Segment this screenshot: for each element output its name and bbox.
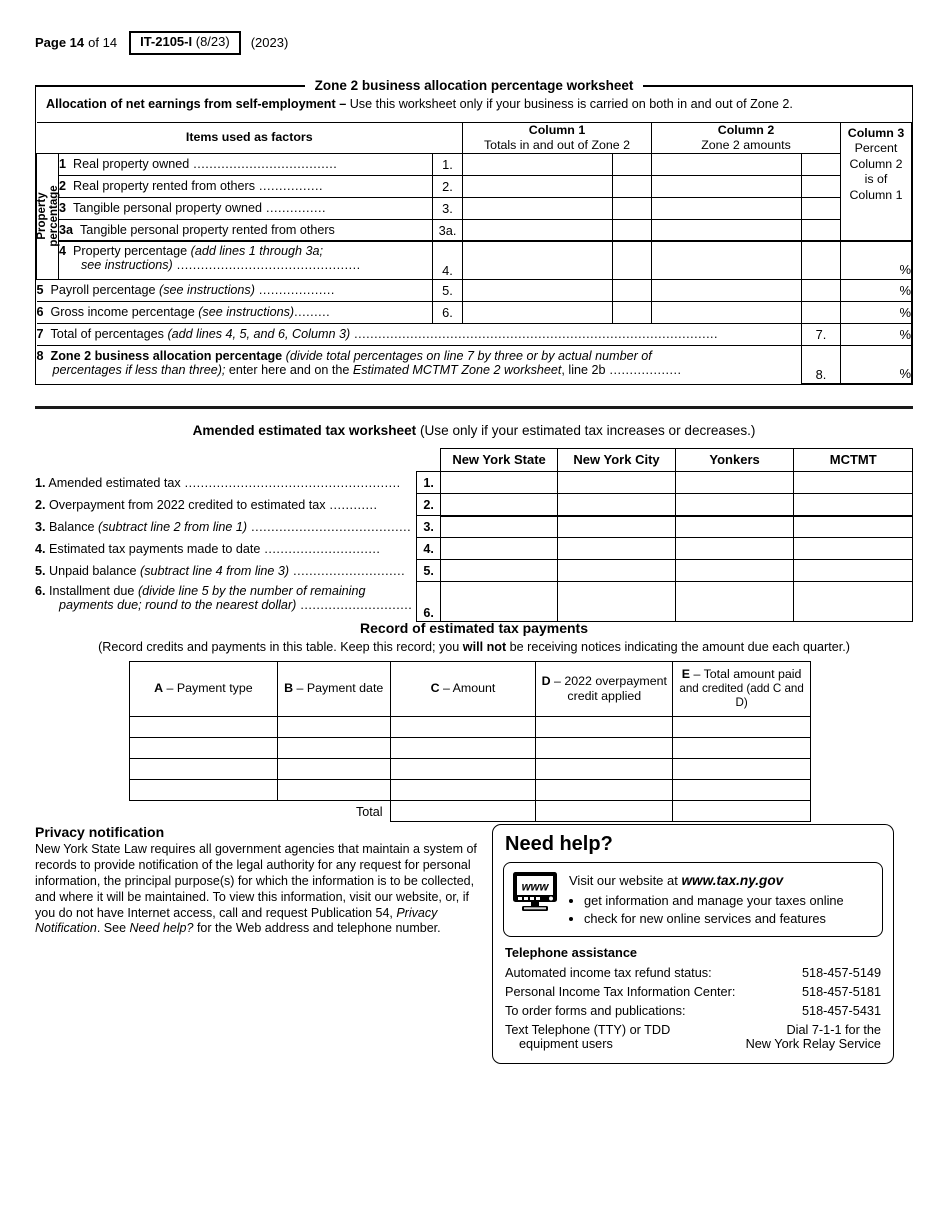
record-r4-total[interactable] (673, 780, 811, 801)
zone2-intro-bold: Allocation of net earnings from self-employment – (46, 97, 347, 111)
zone2-row-4-number: 4. (433, 241, 463, 279)
tel-value-refund-status: 518-457-5149 (801, 966, 881, 981)
amended-row-6-nyc[interactable] (558, 582, 675, 622)
zone2-col3-header: Column 3 Percent Column 2 is of Column 1 (841, 122, 912, 241)
zone2-row-7-label: 7 Total of percentages (add lines 4, 5, and 6, Column 3) ........................................................................................... (37, 323, 802, 345)
tel-value-order-forms: 518-457-5431 (801, 1004, 881, 1019)
tel-label-info-center: Personal Income Tax Information Center: (505, 985, 736, 1000)
table-row (130, 759, 811, 780)
amended-worksheet-title: Amended estimated tax worksheet (Use only if your estimated tax increases or decreases.) (192, 423, 756, 438)
zone2-row-4-label: 4 Property percentage (add lines 1 through 3a; see instructions) .............................................. (59, 241, 433, 279)
zone2-row-4-col2-dollars[interactable] (652, 241, 802, 279)
record-total-label: Total (356, 804, 383, 819)
record-r4-type[interactable] (130, 780, 278, 801)
amended-row-6-yonkers[interactable] (675, 582, 794, 622)
amended-row-2-number: 2. (417, 494, 440, 516)
telephone-assistance (503, 945, 883, 1054)
list-item: • get information and manage your taxes online (584, 892, 844, 910)
table-row (130, 717, 811, 738)
telephone-heading: Telephone assistance (505, 945, 638, 961)
privacy-notification (35, 824, 487, 937)
amended-row-6-mctmt[interactable] (794, 582, 913, 622)
zone2-row-4-col1-dollars[interactable] (463, 241, 613, 279)
record-col-header-c: C – Amount (390, 662, 536, 717)
form-number-box (129, 31, 241, 55)
zone2-row-4-col1-cents[interactable] (613, 241, 652, 279)
amended-row-1-yonkers[interactable] (675, 472, 794, 494)
amended-row-4-number: 4. (417, 538, 440, 560)
amended-row-2-label: 2. Overpayment from 2022 credited to estimated tax ............ (35, 497, 378, 512)
amended-row-1-number: 1. (417, 472, 440, 494)
tel-label-refund-status: Automated income tax refund status: (505, 966, 712, 981)
zone2-row-8-col3-percent[interactable]: % (841, 345, 912, 383)
record-r1-type[interactable] (130, 717, 278, 738)
privacy-body: New York State Law requires all government agencies that maintain a system of records to provide notification of the legal authority for any request for personal information, the principal purpose(s) for which the information is to be collected, and where it will be maintained. To view this information, visit our website, or, if you do not have Internet access, call and request Publication 54, Privacy Notification. See Need help? for the Web address and telephone number. (35, 842, 477, 936)
amended-row-3-number: 3. (417, 516, 440, 538)
zone2-header-row (37, 122, 912, 153)
tax-year: (2023) (250, 35, 289, 51)
zone2-row-7-col3-percent[interactable]: % (841, 323, 912, 345)
amended-row-4-label: 4. Estimated tax payments made to date ............................. (35, 541, 381, 556)
amended-header-numspacer (417, 449, 440, 472)
list-item (505, 983, 881, 1002)
page-number-label: Page 14 (35, 35, 85, 51)
amended-row-6 (35, 582, 913, 622)
svg-text:www: www (521, 881, 549, 894)
record-payments-table (129, 661, 811, 822)
zone2-row-3-col2-cents[interactable] (802, 197, 841, 219)
zone2-row-5-label: 5 Payroll percentage (see instructions) ................... (37, 279, 433, 301)
www-monitor-icon (512, 870, 558, 916)
amended-worksheet (35, 448, 913, 622)
zone2-row-6-col2-dollars[interactable] (652, 301, 802, 323)
tel-label-tty-cont: equipment users (519, 1037, 613, 1052)
amended-header-row (35, 449, 913, 472)
zone2-row-6-number: 6. (433, 301, 463, 323)
zone2-factors-header: Items used as factors (37, 122, 463, 153)
amended-row-3-nys[interactable] (440, 516, 558, 538)
tel-value-tty-cont: New York Relay Service (745, 1037, 881, 1052)
amended-row-2-nys[interactable] (440, 494, 558, 516)
zone2-row-3 (37, 197, 912, 219)
zone2-row-5-col2-dollars[interactable] (652, 279, 802, 301)
amended-row-3-nyc[interactable] (558, 516, 675, 538)
tel-value-tty: Dial 7-1-1 for the (786, 1023, 881, 1038)
amended-col-header-yonkers: Yonkers (675, 449, 794, 472)
record-r3-date[interactable] (277, 759, 390, 780)
zone2-row-1 (37, 153, 912, 175)
record-r4-credit[interactable] (536, 780, 673, 801)
zone2-row-5-col3-percent[interactable]: % (841, 279, 912, 301)
record-total-amount[interactable] (390, 801, 536, 822)
zone2-row-3a-label: 3a Tangible personal property rented from others (59, 219, 433, 241)
zone2-row-3-number: 3. (433, 197, 463, 219)
amended-col-header-mctmt: MCTMT (794, 449, 913, 472)
page-header (35, 31, 288, 55)
zone2-row-1-number: 1. (433, 153, 463, 175)
record-r4-amount[interactable] (390, 780, 536, 801)
amended-row-2-mctmt[interactable] (794, 494, 913, 516)
form-number: IT-2105-I (140, 34, 193, 49)
amended-row-1-nyc[interactable] (558, 472, 675, 494)
form-revision: (8/23) (195, 34, 230, 49)
zone2-row-2-label: 2 Real property rented from others ................ (59, 175, 433, 197)
record-col-header-a: A – Payment type (130, 662, 278, 717)
zone2-row-1-col1-dollars[interactable] (463, 153, 613, 175)
amended-row-6-label: 6. Installment due (divide line 5 by the number of remaining payments due; round to the nearest dollar) ............................ (35, 583, 413, 612)
zone2-row-3a (37, 219, 912, 241)
website-panel (503, 862, 883, 937)
amended-row-5-nys[interactable] (440, 560, 558, 582)
zone2-row-3-col1-cents[interactable] (613, 197, 652, 219)
tel-label-tty: Text Telephone (TTY) or TDD (505, 1023, 671, 1038)
zone2-row-6-col1-cents[interactable] (613, 301, 652, 323)
record-total-credit[interactable] (536, 801, 673, 822)
amended-row-4-yonkers[interactable] (675, 538, 794, 560)
zone2-row-8-number: 8. (802, 345, 841, 383)
zone2-row-1-col2-dollars[interactable] (652, 153, 802, 175)
list-item (505, 1021, 881, 1037)
zone2-row-1-col1-cents[interactable] (613, 153, 652, 175)
record-r3-credit[interactable] (536, 759, 673, 780)
list-item (505, 1037, 881, 1054)
amended-row-3-label: 3. Balance (subtract line 2 from line 1) ........................................ (35, 519, 412, 534)
list-item: • check for new online services and features (584, 910, 844, 928)
zone2-row-2-number: 2. (433, 175, 463, 197)
privacy-heading: Privacy notification (35, 824, 165, 840)
record-r2-date[interactable] (277, 738, 390, 759)
zone2-row-6-col1-dollars[interactable] (463, 301, 613, 323)
zone2-row-5-col1-dollars[interactable] (463, 279, 613, 301)
zone2-row-5 (37, 279, 912, 301)
section-divider-top (35, 406, 913, 409)
record-col-header-b: B – Payment date (277, 662, 390, 717)
zone2-row-6 (37, 301, 912, 323)
record-r2-amount[interactable] (390, 738, 536, 759)
amended-header-spacer (35, 449, 417, 472)
zone2-row-3a-number: 3a. (433, 219, 463, 241)
tel-value-info-center: 518-457-5181 (801, 985, 881, 1000)
table-row (130, 780, 811, 801)
amended-row-5-label: 5. Unpaid balance (subtract line 4 from line 3) ............................ (35, 563, 406, 578)
amended-row-4-mctmt[interactable] (794, 538, 913, 560)
record-r1-credit[interactable] (536, 717, 673, 738)
zone2-row-8-label: 8 Zone 2 business allocation percentage (divide total percentages on line 7 by three or by actual number of percentages if less than three); enter here and on the Estimated MCTMT Zone 2 worksheet, line 2b .................. (37, 345, 802, 383)
amended-table (35, 448, 913, 622)
table-row (130, 738, 811, 759)
amended-row-3-mctmt[interactable] (794, 516, 913, 538)
zone2-row-3-col2-dollars[interactable] (652, 197, 802, 219)
zone2-row-6-label: 6 Gross income percentage (see instructions)......... (37, 301, 433, 323)
telephone-table (505, 964, 881, 1054)
list-item (505, 964, 881, 983)
amended-row-3 (35, 516, 913, 538)
zone2-row-4 (37, 241, 912, 279)
amended-row-4-nys[interactable] (440, 538, 558, 560)
page-total-label: of 14 (88, 35, 118, 51)
record-r2-total[interactable] (673, 738, 811, 759)
zone2-row-2-col1-cents[interactable] (613, 175, 652, 197)
zone2-row-6-col2-cents[interactable] (802, 301, 841, 323)
zone2-row-8 (37, 345, 912, 383)
zone2-intro (36, 87, 912, 122)
amended-row-1-mctmt[interactable] (794, 472, 913, 494)
record-r1-date[interactable] (277, 717, 390, 738)
zone2-row-3-col1-dollars[interactable] (463, 197, 613, 219)
record-col-header-e: E – Total amount paid and credited (add C and D) (673, 662, 811, 717)
zone2-row-1-col2-cents[interactable] (802, 153, 841, 175)
amended-row-2-nyc[interactable] (558, 494, 675, 516)
zone2-col2-header: Column 2 Zone 2 amounts (652, 122, 841, 153)
zone2-worksheet (35, 86, 913, 385)
zone2-row-2-col1-dollars[interactable] (463, 175, 613, 197)
amended-row-1 (35, 472, 913, 494)
amended-col-header-nyc: New York City (558, 449, 675, 472)
amended-row-6-nys[interactable] (440, 582, 558, 622)
record-payments-subtitle: (Record credits and payments in this table. Keep this record; you will not be receiving notices indicating the amount due each quarter.) (98, 640, 850, 654)
amended-row-1-label: 1. Amended estimated tax ...................................................... (35, 475, 401, 490)
amended-row-3-yonkers[interactable] (675, 516, 794, 538)
zone2-row-7-number: 7. (802, 323, 841, 345)
website-url[interactable]: www.tax.ny.gov (681, 873, 784, 888)
record-col-header-d: D – 2022 overpayment credit applied (536, 662, 673, 717)
need-help-box (492, 824, 894, 1064)
record-header-row (130, 662, 811, 717)
amended-row-5-number: 5. (417, 560, 440, 582)
amended-row-4 (35, 538, 913, 560)
amended-row-5-nyc[interactable] (558, 560, 675, 582)
zone2-row-4-col2-cents[interactable] (802, 241, 841, 279)
zone2-row-7 (37, 323, 912, 345)
visit-line: Visit our website at www.tax.ny.gov (569, 873, 784, 888)
record-r1-amount[interactable] (390, 717, 536, 738)
tel-label-order-forms: To order forms and publications: (505, 1004, 686, 1019)
amended-row-2 (35, 494, 913, 516)
zone2-table (36, 122, 912, 384)
amended-row-6-number: 6. (417, 582, 440, 622)
amended-row-4-nyc[interactable] (558, 538, 675, 560)
record-r2-credit[interactable] (536, 738, 673, 759)
record-r4-date[interactable] (277, 780, 390, 801)
record-payments-table-wrap (129, 661, 811, 822)
zone2-row-2-col2-cents[interactable] (802, 175, 841, 197)
amended-row-5-mctmt[interactable] (794, 560, 913, 582)
amended-row-5-yonkers[interactable] (675, 560, 794, 582)
amended-row-2-yonkers[interactable] (675, 494, 794, 516)
website-text (569, 870, 844, 928)
record-payments-title: Record of estimated tax payments (360, 620, 588, 636)
record-r2-type[interactable] (130, 738, 278, 759)
zone2-row-3a-col1-cents[interactable] (613, 219, 652, 241)
amended-col-header-nys: New York State (440, 449, 558, 472)
need-help-heading: Need help? (505, 833, 613, 855)
zone2-row-3a-col2-dollars[interactable] (652, 219, 802, 241)
record-r3-total[interactable] (673, 759, 811, 780)
zone2-row-6-col3-percent[interactable]: % (841, 301, 912, 323)
zone2-intro-rest: Use this worksheet only if your business is carried on both in and out of Zone 2. (346, 97, 793, 111)
zone2-row-3-label: 3 Tangible personal property owned ............... (59, 197, 433, 219)
record-r1-total[interactable] (673, 717, 811, 738)
zone2-row-5-col1-cents[interactable] (613, 279, 652, 301)
list-item (505, 1002, 881, 1021)
zone2-row-2 (37, 175, 912, 197)
zone2-legend: Zone 2 business allocation percentage worksheet (35, 78, 913, 93)
zone2-row-1-label: 1 Real property owned .................................... (59, 153, 433, 175)
record-total-row (130, 801, 811, 822)
zone2-row-5-number: 5. (433, 279, 463, 301)
record-r3-amount[interactable] (390, 759, 536, 780)
zone2-row-3a-col1-dollars[interactable] (463, 219, 613, 241)
record-total-total[interactable] (673, 801, 811, 822)
zone2-col1-header: Column 1 Totals in and out of Zone 2 (463, 122, 652, 153)
amended-row-5 (35, 560, 913, 582)
amended-row-1-nys[interactable] (440, 472, 558, 494)
property-percentage-side-label: Property percentage (37, 153, 59, 279)
record-r3-type[interactable] (130, 759, 278, 780)
zone2-row-5-col2-cents[interactable] (802, 279, 841, 301)
zone2-row-4-col3-percent[interactable]: % (841, 241, 912, 279)
zone2-row-2-col2-dollars[interactable] (652, 175, 802, 197)
zone2-row-3a-col2-cents[interactable] (802, 219, 841, 241)
website-bullets (569, 892, 844, 928)
